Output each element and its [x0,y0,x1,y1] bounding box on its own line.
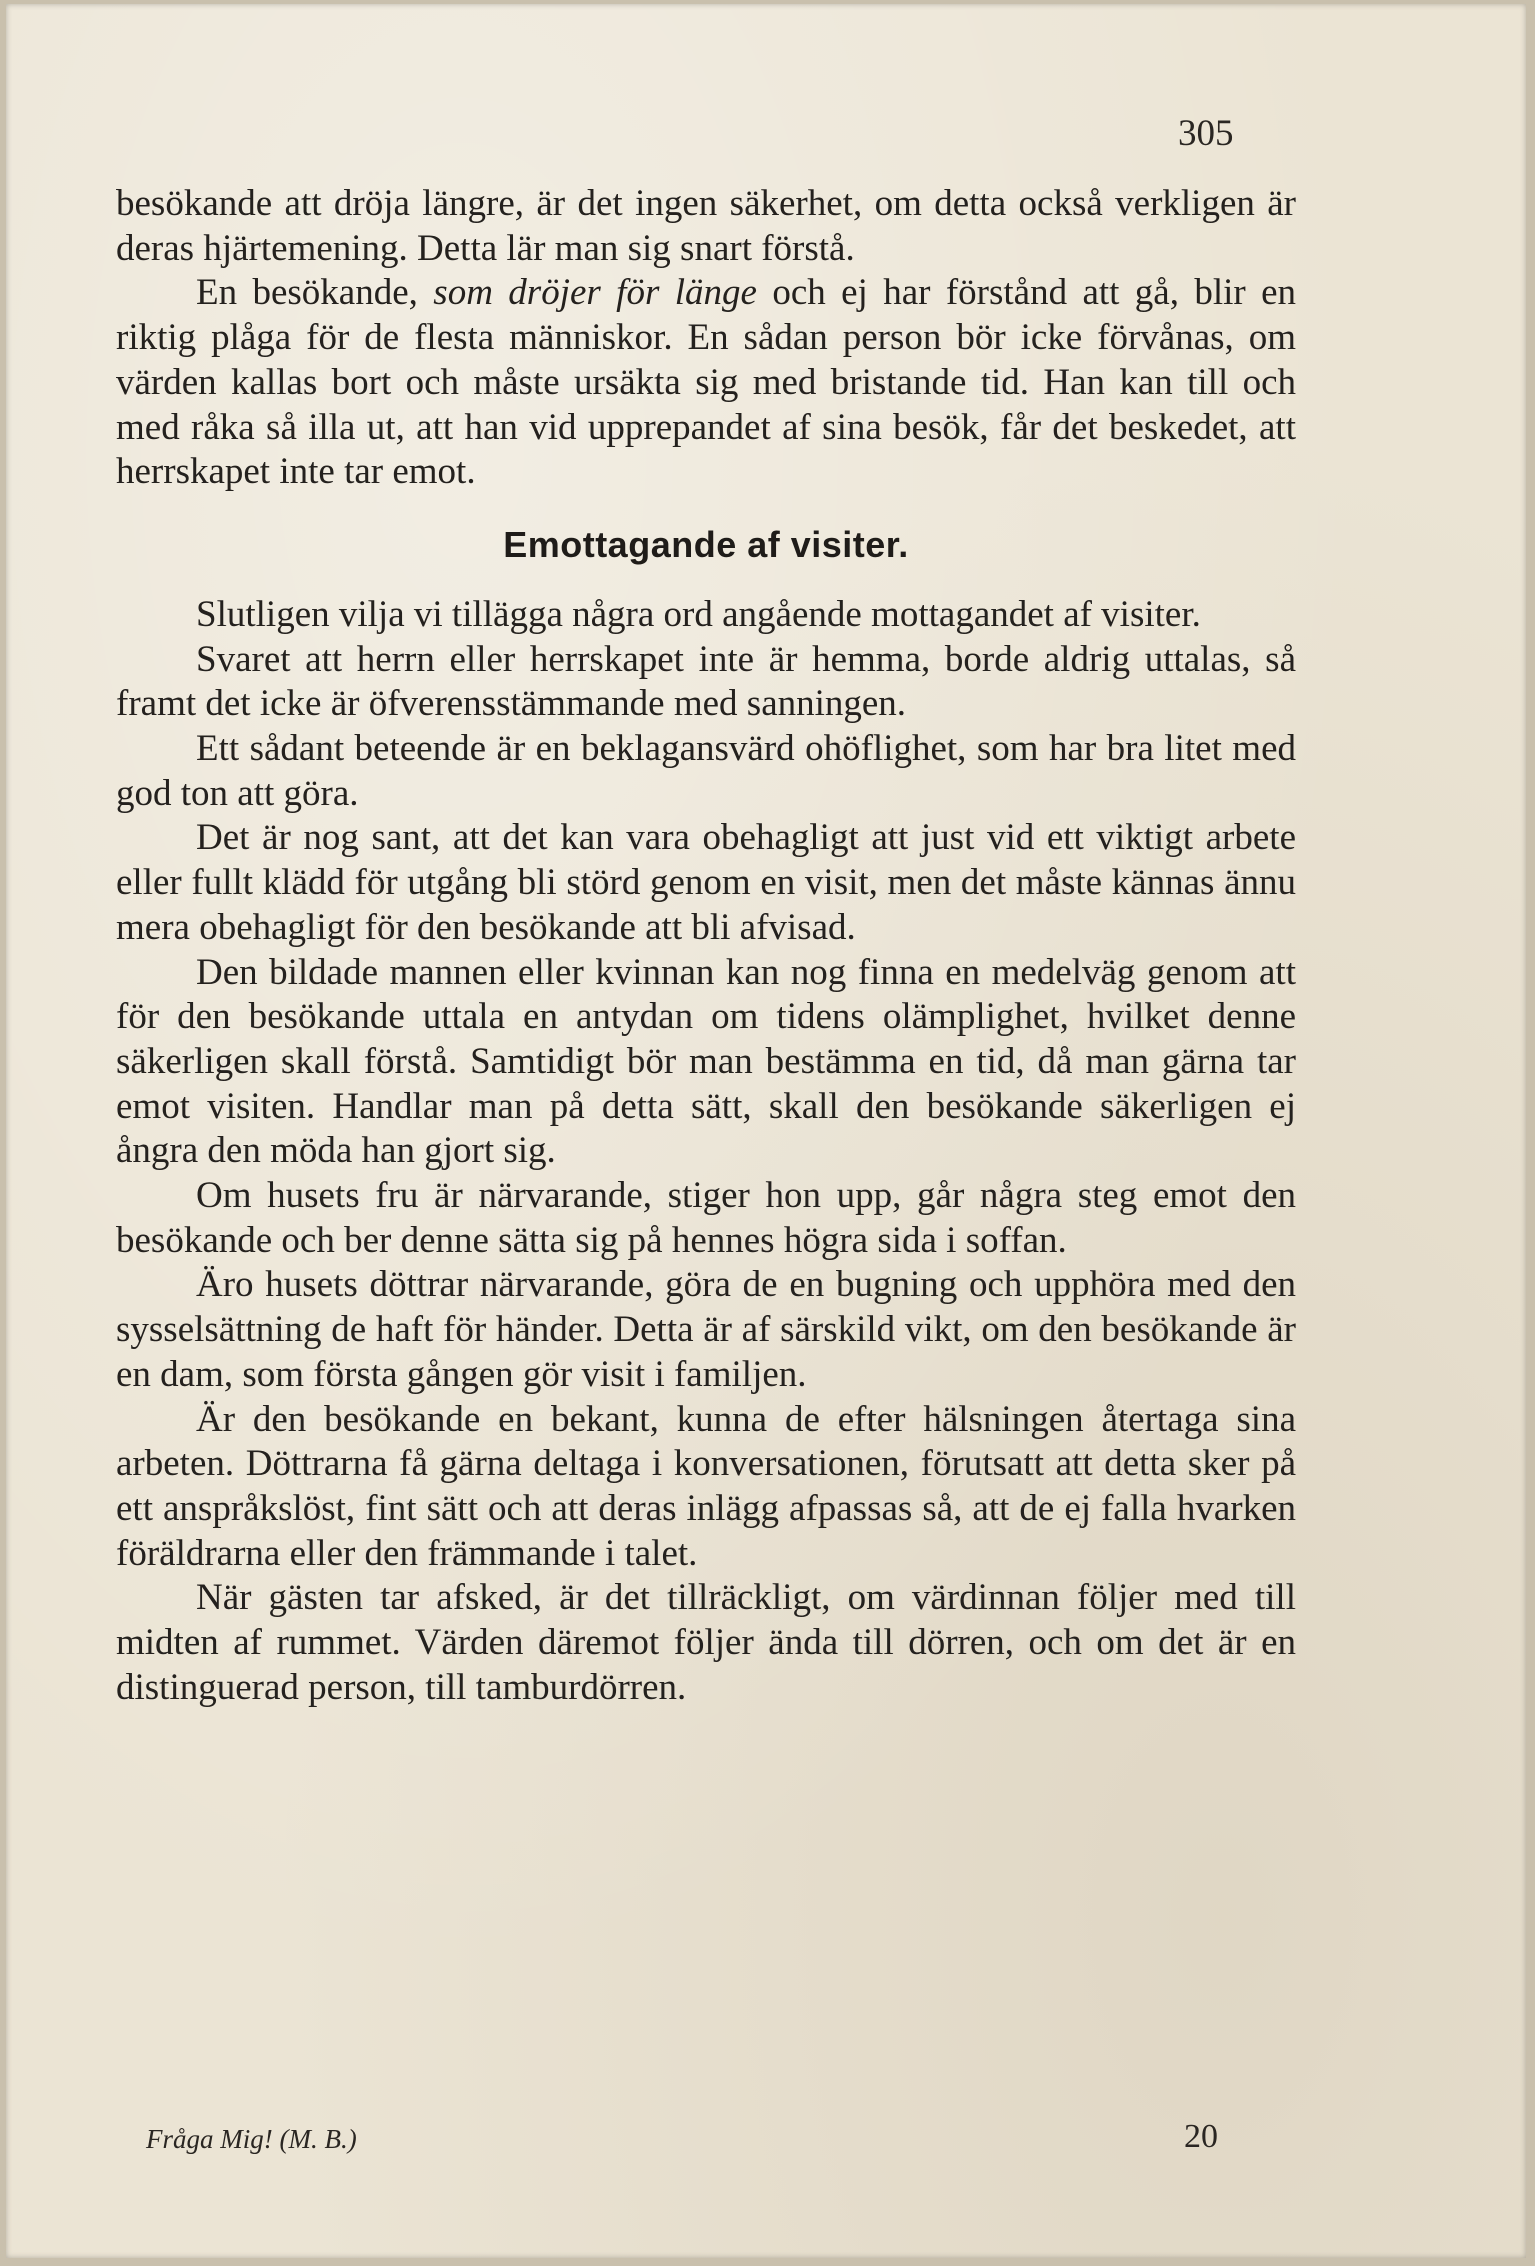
page-text [116,182,1296,1711]
text-span: En besökande, [196,272,418,314]
paragraph: Ett sådant beteende är en beklagansvärd ohöflighet, som har bra litet med god ton att göra. [116,728,1296,814]
footer-sheet-number: 20 [1184,2118,1218,2155]
paragraph [116,271,1296,495]
paragraph: Äro husets döttrar närvarande, göra de en bugning och upphöra med den sysselsättning de haft för händer. Detta är af särskild vikt, om den besökande är en dam, som första gången gör visit i familjen. [116,1264,1296,1395]
paragraph: Slutligen vilja vi tillägga några ord angående mottagandet af visiter. [196,593,1201,635]
book-page [6,4,1526,2258]
paragraph: När gästen tar afsked, är det tillräckligt, om värdinnan följer med till midten af rummet. Värden däremot följer ända till dörren, och om det är en distinguerad person, till tamburdörren. [116,1577,1296,1708]
paragraph-continuation: besökande att dröja längre, är det ingen säkerhet, om detta också verkligen är deras hjärtemening. Detta lär man sig snart förstå. [116,183,1296,269]
section-heading: Emottagande af visiter. [503,523,909,565]
paragraph: Den bildade mannen eller kvinnan kan nog finna en medelväg genom att för den besökande uttala en antydan om tidens olämplighet, hvilket denne säkerligen skall förstå. Samtidigt bör man bestämma en tid, då man gärna tar emot visiten. Handlar man på detta sätt, skall den besökande säkerligen ej ångra den möda han gjort sig. [116,951,1296,1172]
footer-signature: Fråga Mig! (M. B.) [146,2124,357,2154]
page-number: 305 [1178,113,1234,154]
text-span: och ej har förstånd att gå, blir en riktig plåga för de flesta människor. En sådan person bör icke förvånas, om värden kallas bort och måste ursäkta sig med bristande tid. Han kan till och med råka så illa ut, att han vid upprepandet af sina besök, får det beskedet, att herrskapet inte tar emot. [116,272,1297,493]
paragraph: Svaret att herrn eller herrskapet inte är hemma, borde aldrig uttalas, så framt det icke är öfverensstämmande med sanningen. [116,638,1296,725]
italic-phrase: som dröjer för länge [433,272,757,314]
paragraph: Är den besökande en bekant, kunna de efter hälsningen återtaga sina arbeten. Döttrarna få gärna deltaga i konversationen, förutsatt att detta sker på ett anspråkslöst, fint sätt och att deras inlägg afpassas så, att de ej falla hvarken föräldrarna eller den främmande i talet. [116,1398,1296,1574]
paragraph: Om husets fru är närvarande, stiger hon upp, går några steg emot den besökande och ber denne sätta sig på hennes högra sida i soffan. [116,1175,1296,1261]
paragraph: Det är nog sant, att det kan vara obehagligt att just vid ett viktigt arbete eller fullt klädd för utgång bli störd genom en visit, men det måste kännas ännu mera obehagligt för den besökande att bli afvisad. [116,817,1296,948]
